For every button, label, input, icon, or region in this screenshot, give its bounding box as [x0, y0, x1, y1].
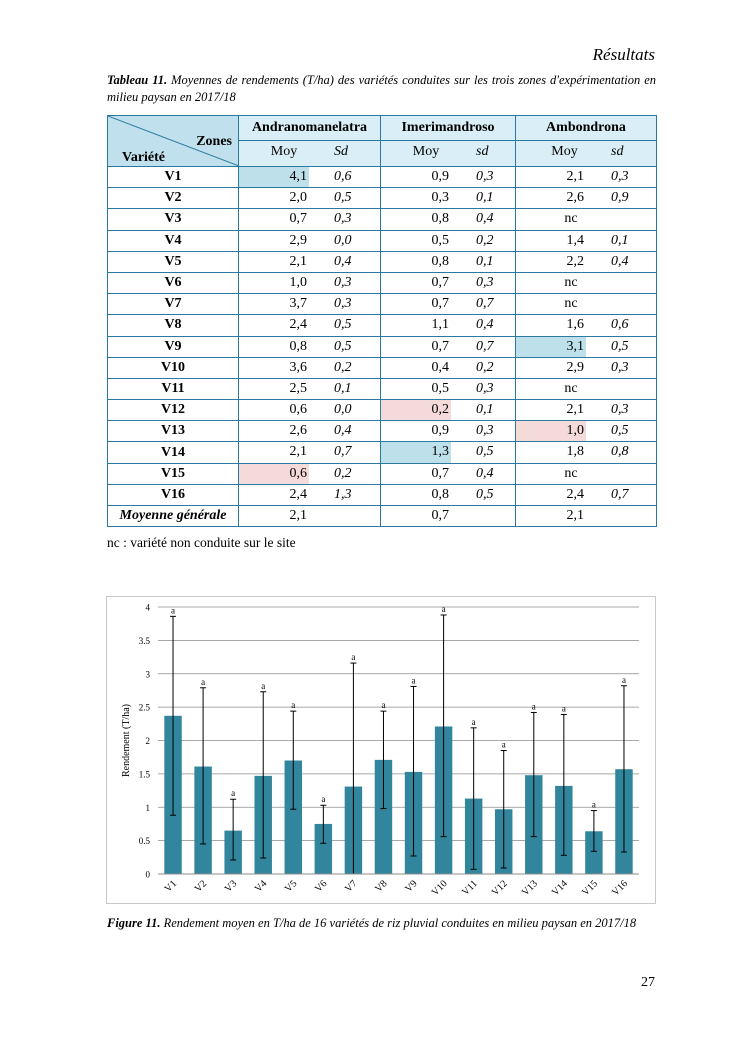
x-tick-label: V14 — [550, 878, 570, 899]
mean-value: 3,7 — [289, 296, 307, 312]
yield-cell — [516, 230, 657, 251]
sd-value: 0,3 — [334, 296, 352, 312]
yield-cell — [516, 188, 657, 209]
mean-value: 0,3 — [431, 190, 449, 206]
significance-letter: a — [621, 674, 626, 685]
table-caption-text: Moyennes de rendements (T/ha) des variétés conduites sur les trois zones d'expérimentation en milieu paysan en 2017/18 — [107, 73, 656, 104]
mean-value: 4,1 — [289, 169, 307, 184]
sd-value: 0,3 — [611, 402, 629, 418]
yield-cell — [239, 209, 381, 230]
yield-cell — [239, 230, 381, 251]
x-tick-label: V9 — [403, 878, 420, 895]
table-corner-header — [108, 116, 239, 167]
yield-cell — [516, 484, 657, 505]
yield-cell — [239, 188, 381, 209]
table-row — [108, 421, 657, 442]
mean-value: 0,7 — [431, 465, 449, 481]
sd-value: 0,5 — [476, 486, 494, 502]
yield-cell — [381, 463, 516, 484]
yield-cell — [239, 442, 381, 463]
significance-letter: a — [171, 605, 176, 616]
sub-header-sd: Sd — [334, 144, 348, 159]
y-axis-label: Rendement (T/ha) — [121, 703, 132, 778]
x-tick-label: V4 — [252, 878, 270, 895]
mean-value: 0,9 — [431, 169, 449, 184]
mean-value: 0,7 — [431, 338, 449, 354]
significance-letter: a — [471, 716, 476, 727]
x-tick-label: V10 — [429, 878, 450, 899]
mean-value: 2,2 — [566, 253, 584, 269]
sd-value: 0,9 — [611, 190, 629, 206]
corner-variete-label: Variété — [122, 150, 166, 165]
mean-value: 2,5 — [289, 380, 307, 396]
not-conducted-value: nc — [564, 296, 578, 312]
mean-value: 2,1 — [566, 169, 584, 184]
sd-value: 0,6 — [334, 169, 352, 184]
sd-value: 0,1 — [476, 253, 494, 269]
yield-cell — [239, 421, 381, 442]
sub-header-ambondrona — [516, 141, 657, 167]
mean-value: 0,8 — [289, 338, 307, 354]
significance-letter: a — [231, 788, 236, 799]
yield-cell — [516, 251, 657, 272]
mean-value: 2,4 — [289, 317, 307, 333]
overall-label: Moyenne générale — [108, 506, 239, 527]
mean-value: 3,6 — [289, 359, 307, 375]
significance-letter: a — [561, 703, 566, 714]
sd-value: 0,3 — [611, 169, 629, 184]
mean-value: 2,6 — [566, 190, 584, 206]
yield-cell — [239, 484, 381, 505]
variety-name: V3 — [108, 209, 239, 230]
sd-value: 0,1 — [476, 190, 494, 206]
corner-zones-label: Zones — [196, 134, 232, 149]
table-row — [108, 167, 657, 188]
x-tick-label: V16 — [610, 878, 631, 899]
sub-header-moy: Moy — [270, 144, 298, 159]
significance-letter: a — [321, 794, 326, 805]
significance-letter: a — [501, 739, 506, 750]
mean-value: 2,6 — [289, 423, 307, 439]
zone-header-imerimandroso: Imerimandroso — [381, 116, 516, 141]
table-row — [108, 463, 657, 484]
sd-value: 0,4 — [476, 465, 494, 481]
y-tick-label: 3 — [145, 669, 150, 680]
mean-value: 2,4 — [566, 486, 584, 502]
sd-value: 0,5 — [334, 338, 352, 354]
mean-value: 2,9 — [566, 359, 584, 375]
sd-value: 0,3 — [476, 274, 494, 290]
variety-name: V9 — [108, 336, 239, 357]
mean-value: 2,1 — [289, 444, 307, 460]
section-header: Résultats — [592, 45, 655, 64]
yield-cell — [516, 357, 657, 378]
sd-value: 0,0 — [334, 232, 352, 248]
yield-cell — [239, 378, 381, 399]
sd-value: 0,7 — [476, 296, 494, 312]
mean-value: 2,1 — [566, 402, 584, 418]
sd-value: 0,1 — [476, 402, 494, 418]
table-row — [108, 378, 657, 399]
significance-letter: a — [291, 700, 296, 711]
x-tick-label: V12 — [489, 878, 510, 899]
yield-cell — [239, 400, 381, 421]
mean-value: 0,6 — [289, 465, 307, 481]
yield-cell — [239, 167, 381, 188]
sub-header-moy: Moy — [412, 144, 440, 159]
sd-value: 0,2 — [476, 232, 494, 248]
sd-value: 0,3 — [334, 274, 352, 290]
sd-value: 0,3 — [476, 169, 494, 184]
variety-name: V10 — [108, 357, 239, 378]
sd-value: 0,2 — [334, 465, 352, 481]
significance-letter: a — [261, 680, 266, 691]
variety-name: V6 — [108, 272, 239, 293]
sd-value: 0,5 — [476, 444, 494, 460]
significance-letter: a — [351, 652, 356, 663]
zone-header-andranomanelatra: Andranomanelatra — [239, 116, 381, 141]
table-row — [108, 442, 657, 463]
x-tick-label: V5 — [282, 878, 300, 895]
overall-value: 0,7 — [431, 508, 449, 523]
sd-value: 0,5 — [334, 190, 352, 206]
yield-chart-frame — [106, 596, 656, 904]
yield-cell — [381, 188, 516, 209]
mean-value: 0,7 — [431, 274, 449, 290]
not-conducted-value: nc — [564, 465, 578, 481]
table-row — [108, 209, 657, 230]
mean-value: 0,8 — [431, 486, 449, 502]
significance-letter: a — [591, 799, 596, 810]
variety-name: V1 — [108, 167, 239, 188]
x-tick-label: V2 — [192, 878, 210, 895]
sd-value: 0,1 — [611, 232, 629, 248]
yield-cell — [516, 378, 657, 399]
sd-value: 0,4 — [334, 423, 352, 439]
sd-value: 0,2 — [476, 359, 494, 375]
overall-andranomanelatra — [239, 506, 381, 527]
x-tick-label: V11 — [460, 878, 480, 899]
figure-caption-label: Figure 11. — [107, 916, 161, 930]
yield-cell — [239, 272, 381, 293]
overall-imerimandroso — [381, 506, 516, 527]
yield-cell — [239, 463, 381, 484]
sub-header-sd: sd — [611, 144, 624, 159]
variety-name: V12 — [108, 400, 239, 421]
not-conducted-value: nc — [564, 380, 578, 396]
yield-cell — [516, 421, 657, 442]
mean-value: 2,4 — [289, 486, 307, 502]
page-number: 27 — [641, 975, 655, 990]
y-tick-label: 1 — [145, 802, 150, 813]
yield-cell — [381, 378, 516, 399]
yield-cell — [381, 251, 516, 272]
not-conducted-value: nc — [564, 274, 578, 290]
yield-cell — [516, 400, 657, 421]
significance-letter: a — [381, 700, 386, 711]
variety-name: V4 — [108, 230, 239, 251]
yield-table — [107, 115, 657, 527]
mean-value: 2,0 — [289, 190, 307, 206]
sd-value: 0,5 — [334, 317, 352, 333]
sd-value: 0,1 — [334, 380, 352, 396]
yield-cell — [516, 209, 657, 230]
table-row — [108, 272, 657, 293]
significance-letter: a — [531, 701, 536, 712]
figure-caption-text: Rendement moyen en T/ha de 16 variétés de riz pluvial conduites en milieu paysan en 2017/18 — [163, 916, 637, 930]
table-row — [108, 484, 657, 505]
sd-value: 0,4 — [611, 253, 629, 269]
x-tick-label: V7 — [343, 878, 360, 895]
yield-cell — [516, 315, 657, 336]
yield-cell — [381, 400, 516, 421]
table-row — [108, 188, 657, 209]
yield-cell — [239, 315, 381, 336]
yield-cell — [381, 336, 516, 357]
yield-cell — [516, 442, 657, 463]
variety-name: V15 — [108, 463, 239, 484]
mean-value: 0,7 — [289, 211, 307, 227]
mean-value: 2,9 — [289, 232, 307, 248]
sd-value: 0,5 — [611, 423, 629, 439]
table-row — [108, 230, 657, 251]
mean-value: 1,4 — [566, 232, 584, 248]
yield-cell — [239, 336, 381, 357]
mean-value: 0,8 — [431, 253, 449, 269]
variety-name: V16 — [108, 484, 239, 505]
table-row — [108, 251, 657, 272]
y-tick-label: 4 — [145, 602, 150, 613]
figure-caption — [107, 912, 656, 935]
mean-value: 0,7 — [431, 296, 449, 312]
sub-header-sd: sd — [476, 144, 489, 159]
mean-value: 0,9 — [431, 423, 449, 439]
yield-cell — [381, 294, 516, 315]
y-tick-label: 2 — [145, 736, 150, 746]
x-tick-label: V15 — [580, 878, 601, 899]
table-row — [108, 400, 657, 421]
yield-cell — [516, 272, 657, 293]
sd-value: 0,8 — [611, 444, 629, 460]
sd-value: 0,7 — [334, 444, 352, 460]
sub-header-andranomanelatra — [239, 141, 381, 167]
y-tick-label: 3.5 — [138, 635, 150, 646]
mean-value: 0,8 — [431, 211, 449, 227]
sd-value: 0,5 — [611, 338, 629, 354]
variety-name: V8 — [108, 315, 239, 336]
yield-cell — [381, 209, 516, 230]
yield-cell — [381, 230, 516, 251]
mean-value: 0,5 — [431, 232, 449, 248]
sd-value: 1,3 — [334, 486, 352, 502]
sd-value: 0,0 — [334, 402, 352, 418]
yield-cell — [381, 442, 516, 463]
yield-cell — [381, 357, 516, 378]
variety-name: V14 — [108, 442, 239, 463]
mean-value: 0,5 — [431, 380, 449, 396]
y-tick-label: 2.5 — [138, 702, 150, 713]
x-tick-label: V6 — [313, 878, 330, 895]
not-conducted-value: nc — [564, 211, 578, 227]
mean-value: 1,0 — [289, 274, 307, 290]
yield-cell — [516, 167, 657, 188]
yield-cell — [381, 167, 516, 188]
sd-value: 0,3 — [476, 423, 494, 439]
overall-value: 2,1 — [289, 508, 307, 523]
yield-cell — [381, 421, 516, 442]
mean-value: 1,6 — [566, 317, 584, 333]
zone-header-ambondrona: Ambondrona — [516, 116, 657, 141]
significance-letter: a — [441, 604, 446, 615]
mean-value: 1,0 — [566, 423, 584, 439]
mean-value: 3,1 — [566, 338, 584, 354]
table-caption-label: Tableau 11. — [107, 73, 168, 87]
yield-cell — [516, 463, 657, 484]
variety-name: V11 — [108, 378, 239, 399]
significance-letter: a — [201, 676, 206, 687]
sd-value: 0,4 — [476, 211, 494, 227]
mean-value: 0,4 — [431, 359, 449, 375]
sd-value: 0,2 — [334, 359, 352, 375]
mean-value: 0,6 — [289, 402, 307, 418]
y-tick-label: 1.5 — [138, 769, 150, 780]
overall-ambondrona — [516, 506, 657, 527]
table-caption — [107, 72, 656, 106]
sd-value: 0,7 — [476, 338, 494, 354]
table-row — [108, 357, 657, 378]
sd-value: 0,4 — [334, 253, 352, 269]
sd-value: 0,6 — [611, 317, 629, 333]
yield-cell — [381, 484, 516, 505]
x-tick-label: V13 — [519, 878, 540, 899]
yield-cell — [239, 357, 381, 378]
mean-value: 2,1 — [289, 253, 307, 269]
nc-footnote: nc : variété non conduite sur le site — [107, 535, 296, 550]
sd-value: 0,3 — [334, 211, 352, 227]
variety-name: V5 — [108, 251, 239, 272]
yield-cell — [239, 294, 381, 315]
y-tick-label: 0.5 — [138, 836, 150, 847]
x-tick-label: V1 — [162, 878, 180, 895]
sub-header-imerimandroso — [381, 141, 516, 167]
table-row — [108, 294, 657, 315]
yield-bar-chart — [107, 597, 655, 903]
yield-cell — [516, 336, 657, 357]
yield-cell — [381, 272, 516, 293]
variety-name: V13 — [108, 421, 239, 442]
sd-value: 0,3 — [611, 359, 629, 375]
x-tick-label: V3 — [222, 878, 240, 895]
y-tick-label: 0 — [145, 869, 150, 880]
sd-value: 0,3 — [476, 380, 494, 396]
overall-value: 2,1 — [566, 508, 584, 523]
table-row — [108, 336, 657, 357]
significance-letter: a — [411, 675, 416, 686]
mean-value: 1,8 — [566, 444, 584, 460]
variety-name: V2 — [108, 188, 239, 209]
yield-cell — [239, 251, 381, 272]
sub-header-moy: Moy — [551, 144, 578, 159]
x-tick-label: V8 — [373, 878, 390, 895]
mean-value: 0,2 — [431, 402, 449, 418]
yield-cell — [381, 315, 516, 336]
variety-name: V7 — [108, 294, 239, 315]
mean-value: 1,3 — [431, 444, 449, 460]
sd-value: 0,7 — [611, 486, 629, 502]
table-row — [108, 315, 657, 336]
mean-value: 1,1 — [431, 317, 449, 333]
yield-cell — [516, 294, 657, 315]
sd-value: 0,4 — [476, 317, 494, 333]
